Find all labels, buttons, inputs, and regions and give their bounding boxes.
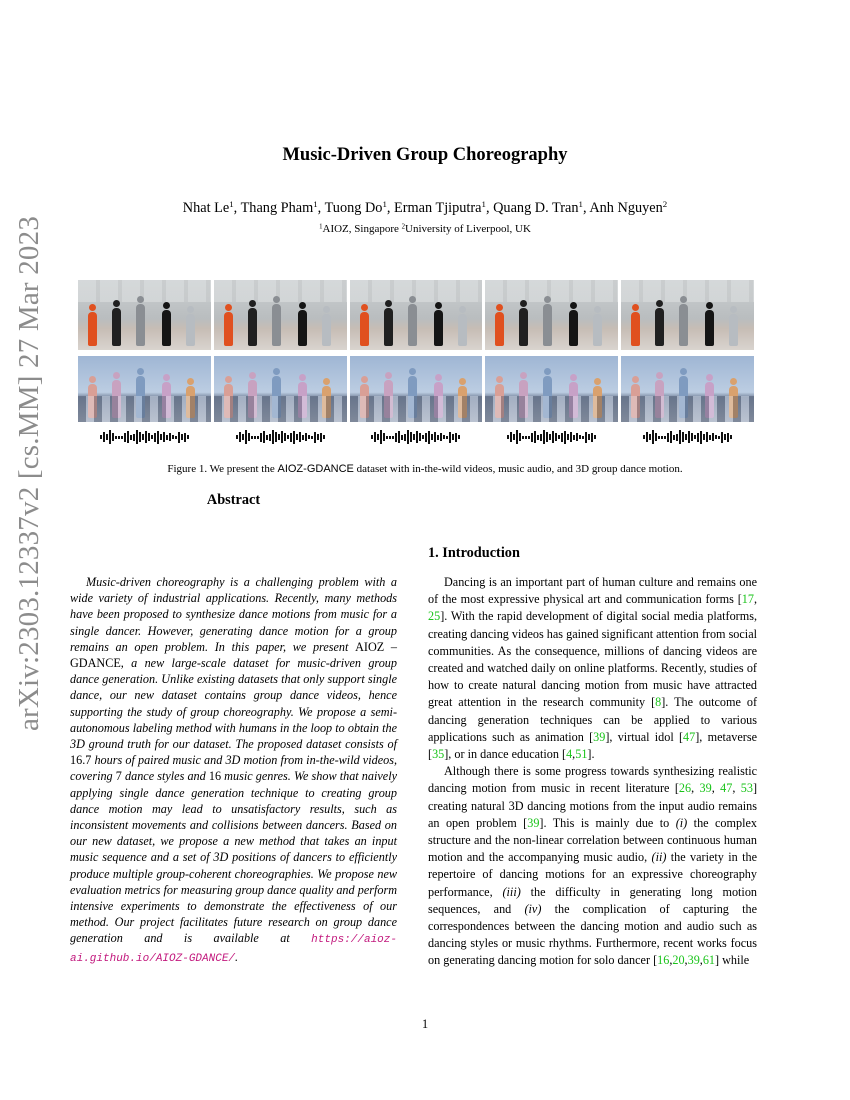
citation[interactable]: 47 [683,729,696,744]
dancer-figure [569,382,578,418]
waveform-bar [682,432,684,442]
dancer-figure [593,386,602,418]
waveform-bar [649,434,651,440]
waveform-bar [130,435,132,440]
waveform-bar [320,433,322,442]
dancer-figure [495,312,504,346]
dancer-figure [679,376,688,418]
dancer-figure [655,308,664,346]
waveform-bar [302,435,304,440]
paragraph: Dancing is an important part of human culture and remains one of the most expressive physical art and communication forms [17, 25]. With the rapid development of digital social media platforms, creating dancing videos has gained significant attention from social communities. As the consequence, millions of dancing videos are created and watched daily on online platforms. Recently, studies of how to create natural dancing motion from music have attracted great attention in the research community [8]. The outcome of dancing generation techniques can be applied to various applications such as animation [39], virtual idol [47], metaverse [35], or in dance education [4,51]. [428,575,758,762]
waveform-bar [242,434,244,440]
waveform-bar [275,432,277,442]
dancer-figure [322,386,331,418]
waveform-bar [585,432,587,443]
dancer-figure [272,304,281,346]
waveform-bar [410,432,412,442]
waveform-bar [127,431,129,443]
waveform-bar [293,431,295,444]
waveform-bar [588,434,590,440]
citation[interactable]: 20 [672,953,685,968]
waveform-bar [510,432,512,442]
waveform-bar [299,432,301,442]
waveform-bar [558,435,560,439]
waveform-bar [513,434,515,440]
dancer-figure [384,380,393,418]
dancer-figure [631,384,640,418]
video-frame [485,280,618,350]
citation[interactable]: 61 [702,953,716,968]
waveform-bar [667,433,669,442]
waveform-bar [703,434,705,440]
waveform-bar [455,433,457,442]
audio-waveform-row [78,428,754,446]
dancer-figure [458,386,467,418]
waveform-bar [531,433,533,442]
author: Quang D. Tran [493,200,579,216]
waveform-bar [561,433,563,442]
dancer-figure [543,376,552,418]
affiliation: AIOZ, Singapore [322,223,399,235]
citation[interactable]: 17 [741,592,754,607]
waveform-bar [525,436,527,439]
citation[interactable]: 4 [566,747,573,762]
waveform-bar [724,434,726,440]
dancer-figure [408,376,417,418]
waveform-bar [323,435,325,439]
waveform-bar [700,431,702,444]
waveform-bar [507,435,509,439]
waveform-bar [184,433,186,442]
waveform-bar [679,430,681,444]
dataset-name: AIOZ-GDANCE [277,463,354,475]
waveform-bar [652,430,654,444]
dancer-figure [136,304,145,346]
waveform-bar [658,436,660,439]
waveform-bar [377,434,379,440]
waveform-bar [269,434,271,441]
waveform-bar [236,435,238,439]
waveform-bar [163,432,165,442]
waveform-bar [287,435,289,439]
waveform-bar [151,435,153,439]
dancer-figure [705,382,714,418]
waveform-bar [308,435,310,439]
waveform-bar [383,433,385,441]
waveform-bar [284,433,286,441]
waveform-bar [579,435,581,439]
waveform-bar [643,435,645,439]
waveform-bar [404,434,406,441]
citation[interactable]: 39 [687,953,700,968]
waveform-bar [145,431,147,443]
waveform-bar [272,430,274,444]
page-number: 1 [421,1017,429,1031]
citation[interactable]: 53 [740,781,753,796]
dancer-figure [112,308,121,346]
waveform-bar [374,432,376,442]
paragraph: Although there is some progress towards synthesizing realistic dancing motion from music in recent literature [26, 39, 47, 53] creating natural 3D dancing motions from the input audio remains an open problem [39]. This is mainly due to (i) the complex structure and the non-linear correlation between continuous human motion and the accompanying music audio, (ii) the variety in the repertoire of dancing motions for an expressive choreography performance, (iii) the difficulty in generating long motion sequences, and (iv) the complication of capturing the correspondences between the dancing motion and audio such as dancing styles or music rhythms. Furthermore, recent works focus on generating dancing motion for solo dancer [16,20,39,61] while [428,764,758,968]
waveform-bar [395,433,397,442]
waveform-bar [458,435,460,439]
waveform-bar [706,432,708,442]
dancer-figure [112,380,121,418]
waveform-bar [449,432,451,443]
waveform-bar [691,433,693,441]
author: Erman Tjiputra [394,200,482,216]
waveform-bar [576,433,578,441]
waveform-bar [133,434,135,441]
dancer-figure [679,304,688,346]
author: Anh Nguyen [589,200,663,216]
waveform-bar [594,435,596,439]
3d-render-frame [78,356,211,422]
paper-title: Music-Driven Group Choreography [282,145,568,165]
waveform-bar [251,436,253,439]
author: Tuong Do [324,200,383,216]
waveform-bar [142,434,144,440]
render-frames-row [78,356,754,422]
section-heading: 1. Introduction [428,545,520,561]
dancer-figure [272,376,281,418]
waveform-bar [718,436,720,439]
dancer-figure [655,380,664,418]
waveform-icon [214,428,347,446]
author: Thang Pham [240,200,314,216]
citation[interactable]: 8 [655,695,662,710]
dancer-figure [88,384,97,418]
waveform-bar [555,433,557,441]
dancer-figure [136,376,145,418]
author: Nhat Le [182,200,230,216]
waveform-bar [317,434,319,440]
waveform-bar [248,433,250,441]
waveform-bar [552,431,554,443]
waveform-bar [263,431,265,443]
waveform-bar [655,433,657,441]
waveform-bar [646,432,648,442]
dancer-figure [434,310,443,346]
waveform-bar [694,435,696,439]
video-frame [350,280,483,350]
waveform-icon [621,428,754,446]
citation[interactable]: 25 [428,609,441,624]
waveform-bar [676,434,678,441]
dancer-figure [569,310,578,346]
waveform-bar [712,433,714,441]
dancer-figure [495,384,504,418]
waveform-bar [443,435,445,439]
waveform-bar [296,434,298,440]
waveform-bar [688,431,690,443]
waveform-bar [254,436,256,439]
citation[interactable]: 39 [699,781,712,796]
waveform-bar [392,436,394,439]
waveform-bar [661,436,663,439]
waveform-bar [371,435,373,439]
waveform-bar [727,433,729,442]
waveform-bar [673,435,675,440]
waveform-bar [239,432,241,442]
waveform-bar [380,430,382,444]
author-list: Nhat Le$^1$, Thang Pham$^1$, Tuong Do$^1$, Erman Tjiputra$^1$, Quang D. Tran$^1$, Anh Nguyen$^2$ [182,199,668,216]
waveform-bar [437,435,439,440]
waveform-bar [290,433,292,442]
dancer-figure [88,312,97,346]
waveform-bar [564,431,566,444]
citation[interactable]: 47 [720,781,733,796]
waveform-bar [157,431,159,444]
waveform-bar [257,436,259,439]
waveform-bar [160,434,162,440]
waveform-bar [419,433,421,441]
waveform-bar [314,432,316,443]
waveform-bar [440,433,442,441]
waveform-bar [187,435,189,439]
waveform-bar [245,430,247,444]
project-link[interactable]: https://aioz-ai.github.io/AIOZ-GDANCE/ [70,934,397,965]
waveform-bar [522,436,524,439]
waveform-bar [428,431,430,444]
waveform-bar [118,436,120,439]
citation[interactable]: 51 [575,747,588,762]
dancer-figure [631,312,640,346]
waveform-bar [136,430,138,444]
waveform-bar [398,431,400,443]
waveform-bar [715,435,717,439]
citation[interactable]: 16 [657,953,670,968]
waveform-bar [103,432,105,442]
waveform-bar [591,433,593,442]
dancer-figure [729,386,738,418]
dancer-figure [384,308,393,346]
dancer-figure [186,314,195,346]
waveform-bar [416,431,418,443]
waveform-bar [425,433,427,442]
dancer-figure [248,380,257,418]
waveform-bar [664,436,666,439]
dancer-figure [519,308,528,346]
waveform-icon [485,428,618,446]
video-frame [214,280,347,350]
waveform-bar [431,434,433,440]
affiliations: $^1$AIOZ, Singapore $^2$University of Liverpool, UK [319,223,531,235]
dancer-figure [360,384,369,418]
waveform-bar [389,436,391,439]
waveform-bar [148,433,150,441]
dancer-figure [434,382,443,418]
waveform-bar [175,436,177,439]
waveform-bar [401,435,403,440]
citation[interactable]: 35 [432,747,445,762]
waveform-bar [573,435,575,440]
waveform-icon [78,428,211,446]
waveform-bar [112,433,114,441]
waveform-bar [537,435,539,440]
waveform-bar [178,432,180,443]
waveform-bar [730,435,732,439]
waveform-bar [121,436,123,439]
citation[interactable]: 26 [678,781,692,796]
waveform-bar [305,433,307,441]
waveform-bar [115,436,117,439]
dancer-figure [729,314,738,346]
waveform-bar [549,434,551,440]
waveform-bar [166,435,168,440]
video-frame [621,280,754,350]
abstract-heading: Abstract [206,492,261,508]
dancer-figure [186,386,195,418]
waveform-bar [311,436,313,439]
waveform-bar [519,433,521,441]
teaser-figure [78,280,754,446]
waveform-bar [446,436,448,439]
waveform-bar [100,435,102,439]
waveform-bar [154,433,156,442]
waveform-bar [413,434,415,440]
introduction-text [428,574,757,970]
dancer-figure [224,384,233,418]
waveform-bar [172,435,174,439]
waveform-bar [697,433,699,442]
waveform-bar [516,430,518,444]
3d-render-frame [485,356,618,422]
dancer-figure [593,314,602,346]
waveform-bar [422,435,424,439]
waveform-bar [570,432,572,442]
waveform-bar [567,434,569,440]
dancer-figure [298,310,307,346]
waveform-bar [139,432,141,442]
waveform-bar [169,433,171,441]
video-frame [78,280,211,350]
dancer-figure [248,308,257,346]
dancer-figure [162,310,171,346]
waveform-bar [709,435,711,440]
waveform-bar [528,436,530,439]
waveform-bar [543,430,545,444]
arxiv-id: arXiv:2303.12337v2 [cs.MM] 27 Mar 2023 [13,215,46,731]
waveform-bar [386,436,388,439]
waveform-bar [540,434,542,441]
waveform-bar [721,432,723,443]
waveform-bar [534,431,536,443]
waveform-bar [407,430,409,444]
3d-render-frame [621,356,754,422]
waveform-bar [278,434,280,440]
dancer-figure [298,382,307,418]
3d-render-frame [350,356,483,422]
waveform-bar [106,434,108,440]
dancer-figure [519,380,528,418]
dancer-figure [543,304,552,346]
waveform-bar [546,432,548,442]
dancer-figure [224,312,233,346]
figure-caption: Figure 1. We present the AIOZ-GDANCE dataset with in-the-wild videos, music audio, and 3D group dance motion. [167,463,683,475]
dancer-figure [408,304,417,346]
affiliation: University of Liverpool, UK [405,223,531,235]
dancer-figure [458,314,467,346]
dancer-figure [322,314,331,346]
dancer-figure [360,312,369,346]
waveform-bar [434,432,436,442]
waveform-bar [281,431,283,443]
abstract-text: Music-driven choreography is a challenging problem with a wide variety of industrial applications. Recently, many methods have been proposed to synthesize dance motions from music for a single dancer. However, generating dance motion for a group remains an open problem. In this paper, we present AIOZ – GDANCE, a new large-scale dataset for music-driven group dance generation. Unlike existing datasets that only support single dance, our new dataset contains group dance videos, hence supporting the study of group choreography. We propose a semi-autonomous labeling method with humans in the loop to obtain the 3D ground truth for our dataset. The proposed dataset consists of 16.7 hours of paired music and 3D motion from in-the-wild videos, covering 7 dance styles and 16 music genres. We show that naively applying single dance generation technique to creating group dance motion may lead to unsatisfactory results, such as inconsistent movements and collisions between dancers. Based on our new dataset, we propose a new method that takes an input music sequence and a set of 3D positions of dancers to efficiently produce multiple group-coherent choreographies. We propose new evaluation metrics for measuring group dance quality and perform intensive experiments to demonstrate the effectiveness of our method. Our project facilitates future research on group dance generation and is available at https://aioz-ai.github.io/AIOZ-GDANCE/. [70,575,397,965]
3d-render-frame [214,356,347,422]
waveform-bar [452,434,454,440]
waveform-bar [260,433,262,442]
waveform-bar [109,430,111,444]
waveform-icon [350,428,483,446]
dancer-figure [705,310,714,346]
waveform-bar [266,435,268,440]
dancer-figure [162,382,171,418]
waveform-bar [685,434,687,440]
waveform-bar [181,434,183,440]
video-frames-row [78,280,754,350]
waveform-bar [670,431,672,443]
citation[interactable]: 39 [527,815,540,830]
citation[interactable]: 39 [593,729,606,744]
waveform-bar [124,433,126,442]
waveform-bar [582,436,584,439]
